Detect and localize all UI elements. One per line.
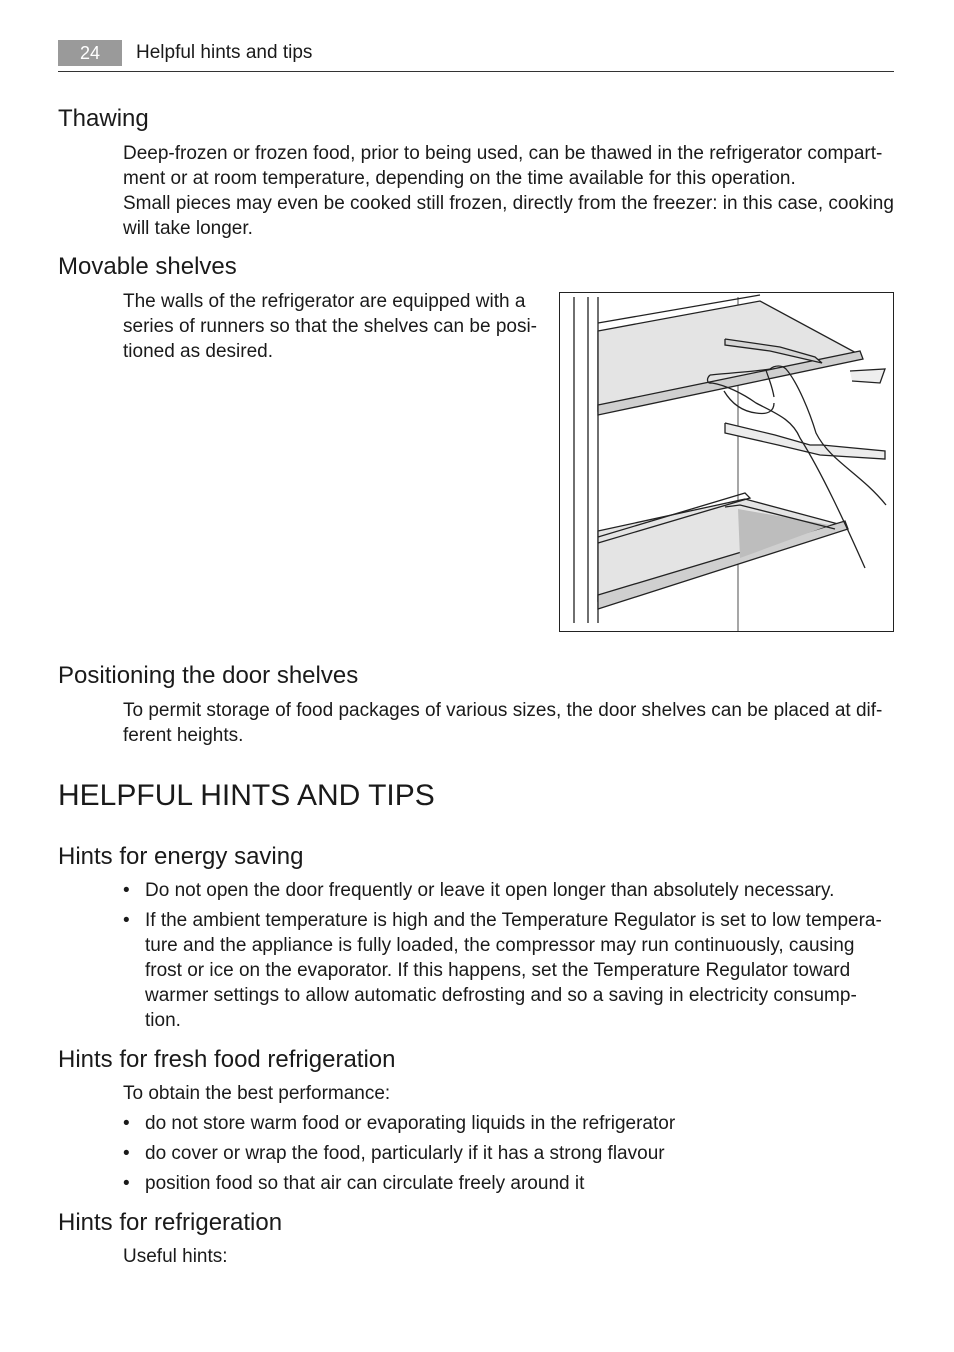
thawing-text: Deep-frozen or frozen food, prior to being used, can be thawed in the refrigerator compart- ment or at room temperature, depending on the time available for this operation. Small pieces may even be cooked still frozen, directly from the freezer: in this case, cooking will take longer.: [123, 143, 894, 239]
fresh-food-intro: To obtain the best performance:: [123, 1083, 391, 1104]
fresh-bullet-1: • do not store warm food or evaporating liquids in the refrigerator: [123, 1113, 676, 1134]
energy-bullet-1: • Do not open the door frequently or leave it open longer than absolutely necessary.: [123, 880, 835, 901]
bullet-icon: •: [123, 1113, 130, 1134]
shelf-illustration: [559, 292, 894, 632]
movable-shelves-text: The walls of the refrigerator are equipped with a series of runners so that the shelves can be posi- tioned as desired.: [123, 291, 538, 362]
heading-thawing: Thawing: [58, 105, 149, 132]
page-number: 24: [58, 40, 122, 66]
door-shelves-text: To permit storage of food packages of various sizes, the door shelves can be placed at dif- ferent heights.: [123, 700, 883, 746]
refrigerator-shelf-drawing: [560, 293, 893, 631]
refrigeration-intro: Useful hints:: [123, 1246, 228, 1267]
heading-movable-shelves: Movable shelves: [58, 253, 237, 280]
bullet-icon: •: [123, 1173, 130, 1194]
fresh-bullet-3: • position food so that air can circulate freely around it: [123, 1173, 585, 1194]
heading-energy-saving: Hints for energy saving: [58, 843, 304, 870]
section-title-helpful-hints: HELPFUL HINTS AND TIPS: [58, 779, 435, 812]
energy-bullet-2: • If the ambient temperature is high and the Temperature Regulator is set to low tempera- ture and the appliance is fully loaded, the compressor may run continuously, causing frost or ice on the evaporator. If this happens, set the Temperature Regulator toward warmer settings to allow automatic defrosting and so a saving in electricity consump- tion.: [123, 910, 882, 1031]
heading-refrigeration: Hints for refrigeration: [58, 1209, 283, 1236]
page-header: [58, 40, 894, 72]
running-title: Helpful hints and tips: [136, 42, 313, 63]
fresh-bullet-2: • do cover or wrap the food, particularly if it has a strong flavour: [123, 1143, 665, 1164]
bullet-icon: •: [123, 880, 130, 901]
bullet-icon: •: [123, 910, 130, 931]
heading-fresh-food: Hints for fresh food refrigeration: [58, 1046, 396, 1073]
heading-door-shelves: Positioning the door shelves: [58, 662, 359, 689]
bullet-icon: •: [123, 1143, 130, 1164]
